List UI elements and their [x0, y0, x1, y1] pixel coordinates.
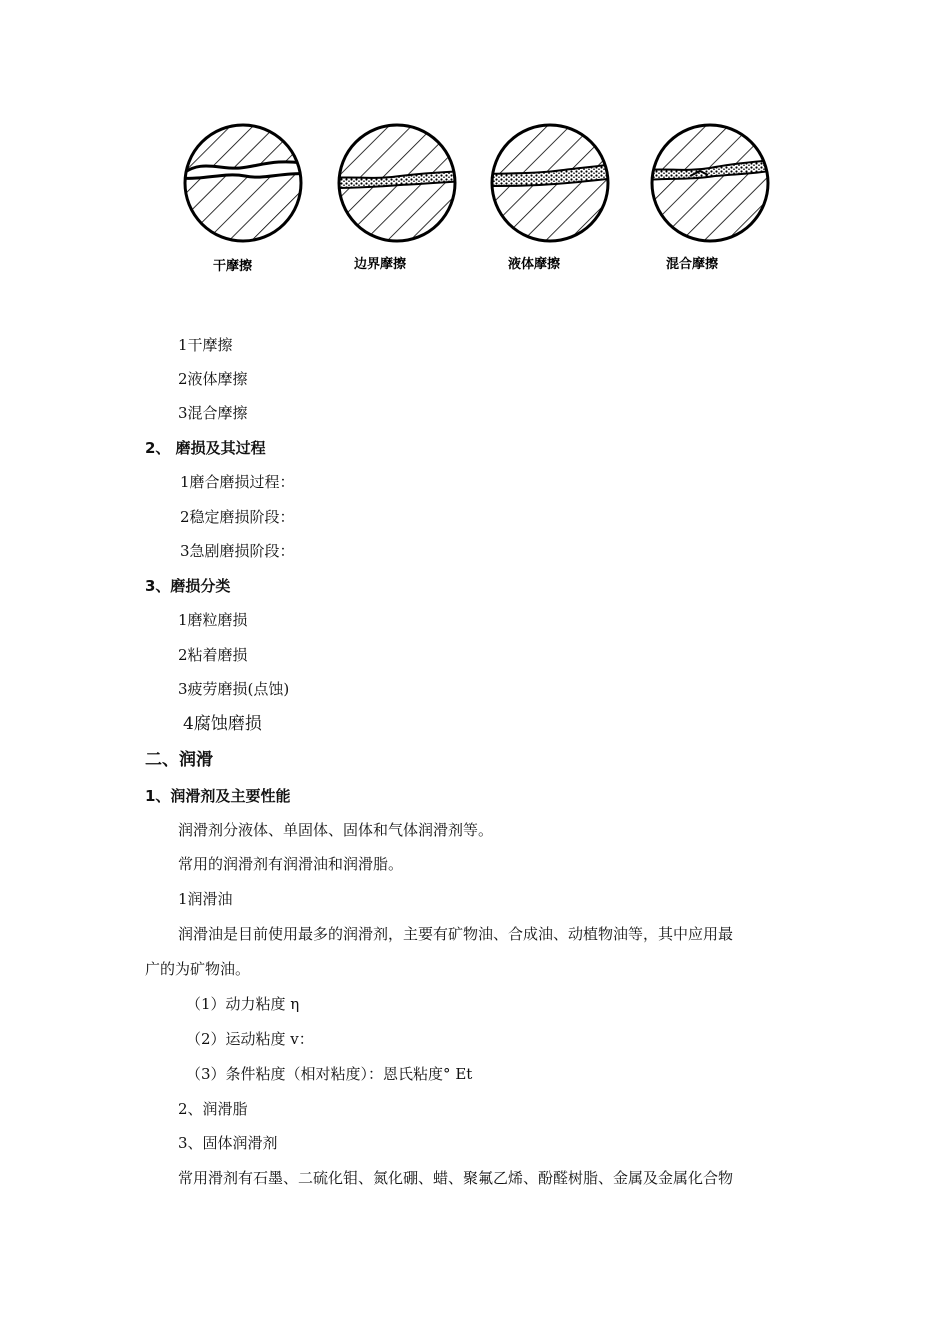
- viscosity-item: （2）运动粘度 v：: [186, 1030, 314, 1048]
- paragraph: 广的为矿物油。: [145, 960, 251, 978]
- boundary-friction-diagram: [330, 125, 465, 241]
- wear-class-item: 1磨粒磨损: [178, 611, 248, 629]
- wear-stage-item: 3急剧磨损阶段：: [180, 542, 295, 560]
- paragraph: 常用的润滑剂有润滑油和润滑脂。: [178, 855, 404, 873]
- caption-boundary-friction: 边界摩擦: [354, 257, 407, 272]
- paragraph: 润滑油是目前使用最多的润滑剂，主要有矿物油、合成油、动植物油等，其中应用最: [178, 925, 734, 943]
- paragraph: 常用滑剂有石墨、二硫化钼、氮化硼、蜡、聚氟乙烯、酚醛树脂、金属及金属化合物: [178, 1169, 734, 1187]
- liquid-friction-diagram: [485, 125, 615, 241]
- viscosity-item: （3）条件粘度（相对粘度）：恩氏粘度° Et: [186, 1065, 473, 1083]
- friction-item: 3混合摩擦: [178, 404, 248, 422]
- wear-class-item: 4腐蚀磨损: [183, 714, 262, 734]
- dry-friction-diagram: [180, 125, 310, 241]
- wear-class-item: 2粘着磨损: [178, 646, 248, 664]
- lubricant-heading: 1、润滑剂及主要性能: [145, 787, 291, 805]
- viscosity-item: （1）动力粘度 η: [186, 995, 300, 1013]
- wear-class-item: 3疲劳磨损(点蚀): [178, 680, 290, 698]
- caption-liquid-friction: 液体摩擦: [508, 257, 561, 272]
- paragraph: 1润滑油: [178, 890, 233, 908]
- paragraph: 2、润滑脂: [178, 1100, 248, 1118]
- paragraph: 润滑剂分液体、单固体、固体和气体润滑剂等。: [178, 821, 494, 839]
- mixed-friction-diagram: [645, 125, 775, 241]
- friction-types-figure: [170, 118, 790, 288]
- lubrication-heading: 二、润滑: [145, 750, 213, 770]
- caption-mixed-friction: 混合摩擦: [666, 257, 719, 272]
- wear-stage-item: 2稳定磨损阶段：: [180, 508, 295, 526]
- friction-item: 1干摩擦: [178, 336, 233, 354]
- wear-heading: 2、 磨损及其过程: [145, 439, 266, 457]
- caption-dry-friction: 干摩擦: [213, 259, 253, 274]
- wear-stage-item: 1磨合磨损过程：: [180, 473, 295, 491]
- friction-item: 2液体摩擦: [178, 370, 248, 388]
- wear-classification-heading: 3、磨损分类: [145, 577, 231, 595]
- paragraph: 3、固体润滑剂: [178, 1134, 278, 1152]
